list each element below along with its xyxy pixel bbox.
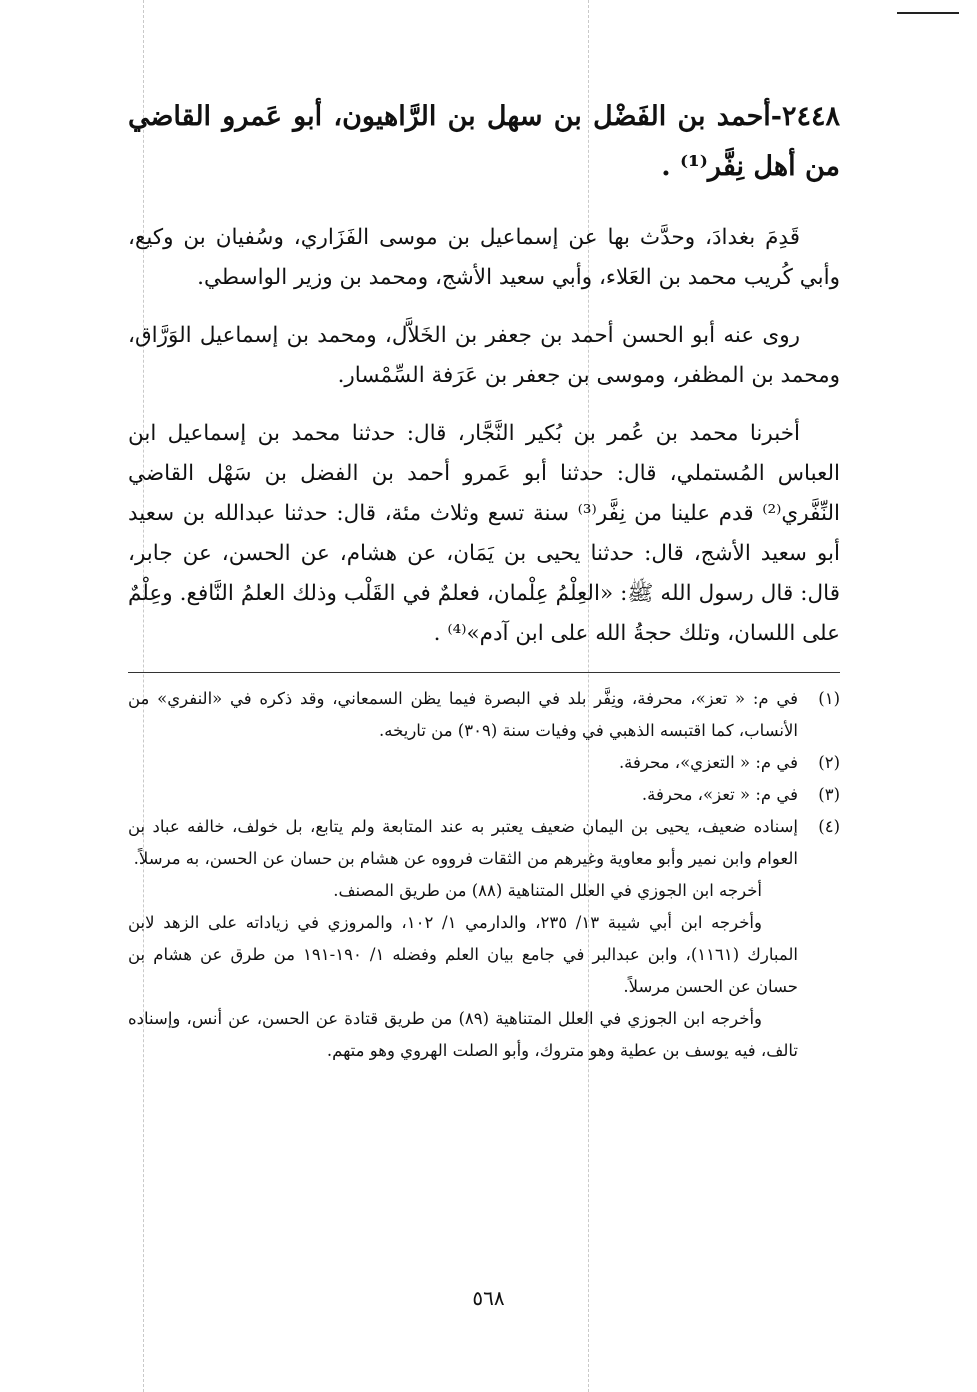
- footnote-text: في م: « تعز»، محرفة.: [641, 785, 798, 804]
- footnote: [128, 747, 840, 779]
- page-number: ٥٦٨: [472, 1286, 505, 1310]
- footnote: [128, 779, 840, 811]
- footnote-text: إسناده ضعيف، يحيى بن اليمان ضعيف يعتبر به عند المتابعة ولم يتابع، بل خولف، خالفه عباد بن العوام وابن نمير وأبو معاوية وغيرهم من الثقات فرووه عن هشام بن حسان عن الحسن، به مرسلاً.: [128, 817, 798, 868]
- body-paragraph: أخبرنا محمد بن عُمر بن بُكير النَّجَّار، قال: حدثنا محمد بن إسماعيل ابن العباس المُستملي، قال: حدثنا أبو عَمرو أحمد بن الفضل بن سَهْل القاضي النِّفَّري⁽²⁾ قدم علينا من نِفَّر⁽³⁾ سنة تسع وثلاث مئة، قال: حدثنا عبدالله بن سعيد أبو سعيد الأشج، قال: حدثنا يحيى بن يَمَان، عن هشام، عن الحسن، عن جابر، قال: قال رسول الله ﷺ: «العِلْمُ عِلْمان، فعلمٌ في القَلْب وذلك العلمُ النَّافع. وعِلْمٌ على اللسان، وتلك حجةُ الله على ابن آدم»⁽⁴⁾ .: [128, 421, 840, 646]
- footnote-number: (٣): [818, 785, 840, 804]
- footnote-number: (١): [818, 689, 840, 708]
- footnote-text: في م: « تعز»، محرفة، ونِفَّر بلد في البصرة فيما يظن السمعاني، وقد ذكره في «النفري» من الأنساب، كما اقتبسه الذهبي في وفيات سنة (٣٠٩) من تاريخه.: [128, 689, 798, 740]
- entry-heading: ٢٤٤٨-أحمد بن الفَضْل بن سهل بن الرَّاهيون، أبو عَمرو القاضي من أهل نِفَّر⁽¹⁾ .: [128, 101, 840, 182]
- footnote-divider: [128, 672, 840, 673]
- footnote-continuation: وأخرجه ابن الجوزي في العلل المتناهية (٨٩) من طريق قتادة عن الحسن، عن أنس، وإسناده تالف، فيه يوسف بن عطية وهو متروك، وأبو الصلت الهروي وهو متهم.: [128, 1009, 798, 1060]
- footnote-continuation: أخرجه ابن الجوزي في العلل المتناهية (٨٨) من طريق المصنف.: [333, 881, 762, 900]
- footnote-text: في م: « التعزي»، محرفة.: [618, 753, 798, 772]
- footnote: [128, 811, 840, 875]
- footnote: [128, 683, 840, 747]
- footnote-number: (٤): [818, 817, 840, 836]
- body-paragraph: روى عنه أبو الحسن أحمد بن جعفر بن الخَلاَّل، ومحمد بن إسماعيل الوَرَّاق، ومحمد بن المظفر، وموسى بن جعفر بن عَرَفة السِّمْسار.: [128, 323, 840, 388]
- body-paragraph: قَدِمَ بغدادَ، وحدَّث بها عن إسماعيل بن موسى الفَزَاري، وسُفيان بن وكيع، وأبي كُريب محمد بن العَلاء، وأبي سعيد الأشج، ومحمد بن وزير الواسطي.: [128, 225, 840, 290]
- footnote-number: (٢): [818, 753, 840, 772]
- top-corner-rule: [897, 12, 959, 14]
- footnote-continuation: وأخرجه ابن أبي شيبة ١٣/ ٢٣٥، والدارمي ١/ ١٠٢، والمروزي في زياداته على الزهد لابن المبارك (١١٦١)، وابن عبدالبر في جامع بيان العلم وفضله ١/ ١٩٠-١٩١ من طرق عن هشام بن حسان عن الحسن مرسلاً.: [128, 913, 798, 996]
- book-page: [128, 92, 840, 1067]
